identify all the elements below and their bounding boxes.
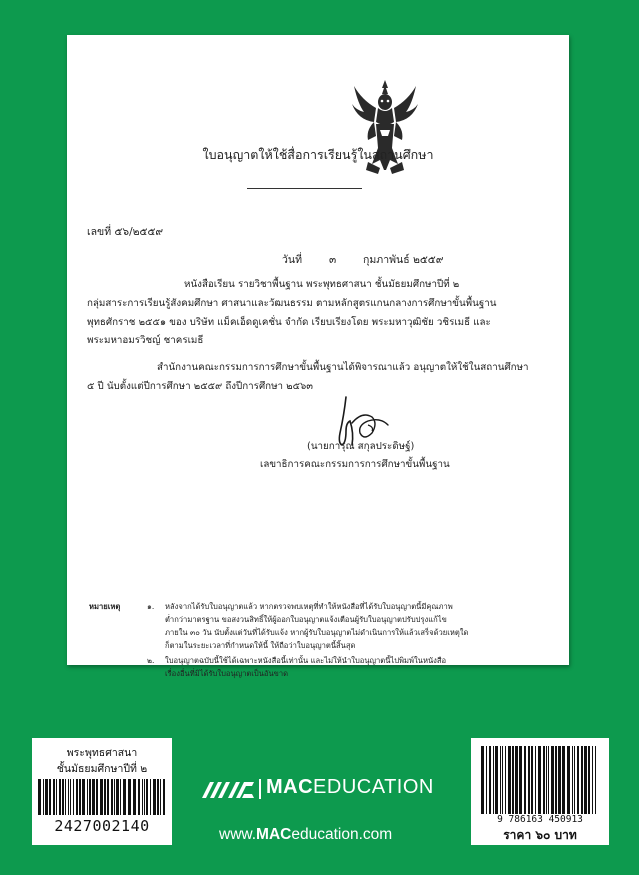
paragraph-2-line: ๕ ปี นับตั้งแต่ปีการศึกษา ๒๕๕๙ ถึงปีการศึกษา ๒๕๖๓ — [87, 381, 313, 392]
barcode-bar — [146, 779, 148, 815]
barcode-bar — [548, 746, 549, 814]
barcode-bar — [505, 746, 506, 814]
barcode-bar — [538, 746, 541, 814]
barcode-bar — [495, 746, 498, 814]
barcode-bar — [62, 779, 64, 815]
brand-name: MACEDUCATION — [266, 776, 434, 798]
barcode-bar — [551, 746, 554, 814]
paragraph-1-line: หนังสือเรียน รายวิชาพื้นฐาน พระพุทธศาสนา ชั้นมัธยมศึกษาปีที่ ๒ — [184, 279, 460, 290]
barcode-bar — [581, 746, 583, 814]
barcode-bar — [558, 746, 561, 814]
document-title: ใบอนุญาตให้ใช้สื่อการเรียนรู้ในสถานศึกษา — [202, 147, 434, 162]
barcode-bar — [157, 779, 159, 815]
barcode-bar — [114, 779, 115, 815]
barcode-bar — [493, 746, 494, 814]
date-label: วันที่ — [282, 254, 302, 266]
barcode-bar — [49, 779, 51, 815]
barcode-bar — [546, 746, 547, 814]
barcode-bar — [524, 746, 526, 814]
barcode-bar — [70, 779, 71, 815]
barcode-bar — [89, 779, 91, 815]
note-1-line: หลังจากได้รับใบอนุญาตแล้ว หากตรวจพบเหตุที่ทำให้หนังสือที่ได้รับใบอนุญาตนี้มีคุณภาพ — [165, 602, 453, 611]
barcode-bar — [79, 779, 81, 815]
barcode-bar — [38, 779, 41, 815]
barcode-bar — [73, 779, 74, 815]
barcode-bar — [543, 746, 545, 814]
barcode-bar — [500, 746, 501, 814]
mac-education-logo — [202, 776, 432, 802]
note-1-number: ๑. — [147, 602, 155, 611]
barcode-bar — [100, 779, 103, 815]
barcode-bar — [53, 779, 55, 815]
barcode-bar — [56, 779, 57, 815]
barcode-bar — [96, 779, 98, 815]
barcode-bar — [150, 779, 151, 815]
barcode-bar — [87, 779, 88, 815]
barcode-bar — [43, 779, 44, 815]
grade-level: ชั้นมัธยมศึกษาปีที่ ๒ — [56, 763, 148, 775]
barcode-bar — [508, 746, 511, 814]
barcode-bar — [82, 779, 85, 815]
reference-number: เลขที่ ๕๖/๒๕๕๙ — [87, 226, 164, 238]
subject-name: พระพุทธศาสนา — [66, 747, 138, 759]
barcode-bar — [535, 746, 536, 814]
permit-document — [67, 35, 569, 678]
note-2-line: ใบอนุญาตฉบับนี้ใช้ได้เฉพาะหนังสือนี้เท่านั้น และไม่ให้นำใบอนุญาตนี้ไปพิมพ์ในหนังสือ — [165, 656, 447, 665]
barcode-bar — [142, 779, 143, 815]
note-1-line: ก็ตามในระยะเวลาที่กำหนดให้นี้ ให้ถือว่าใบอนุญาตนี้สิ้นสุด — [165, 641, 356, 650]
barcode-bar — [138, 779, 140, 815]
note-2-number: ๒. — [147, 656, 155, 665]
barcode-bar — [65, 779, 66, 815]
signer-position: เลขาธิการคณะกรรมการการศึกษาขั้นพื้นฐาน — [260, 459, 450, 470]
barcode-bar — [160, 779, 161, 815]
isbn-barcode — [481, 746, 599, 814]
barcode-bar — [574, 746, 575, 814]
barcode-bar — [572, 746, 573, 814]
barcode-bar — [481, 746, 484, 814]
barcode-bar — [133, 779, 136, 815]
barcode-bar — [502, 746, 503, 814]
barcode-bar — [92, 779, 95, 815]
barcode-bar — [531, 746, 533, 814]
paragraph-1-line: พุทธศักราช ๒๕๕๑ ของ บริษัท แม็คเอ็ดดูเคชั่น จำกัด เรียบเรียงโดย พระมหาวุฒิชัย วชิรเมธี และ — [87, 317, 491, 328]
note-1-line: ภายใน ๓๐ วัน นับตั้งแต่วันที่ได้รับแจ้ง หากผู้รับใบอนุญาตไม่ดำเนินการให้แล้วเสร็จด้วยเหตุใด — [165, 628, 469, 637]
barcode-bar — [584, 746, 587, 814]
barcode-bar — [592, 746, 593, 814]
book-code-label — [32, 738, 172, 845]
mac-logo-icon — [202, 778, 254, 800]
barcode-bar — [515, 746, 518, 814]
barcode-bar — [577, 746, 579, 814]
note-1-line: ต่ำกว่ามาตรฐาน ขอสงวนสิทธิ์ให้ผู้ออกใบอนุญาตแจ้งเตือนผู้รับใบอนุญาตปรับปรุงแก้ไข — [165, 615, 447, 624]
barcode-bar — [128, 779, 131, 815]
barcode-bar — [555, 746, 557, 814]
signer-name: (นายการุณ สกุลประดิษฐ์) — [307, 441, 415, 452]
date-day: ๓ — [329, 254, 337, 266]
barcode-bar — [153, 779, 156, 815]
barcode-bar — [567, 746, 570, 814]
notes-label: หมายเหตุ — [89, 602, 121, 611]
barcode-bar — [68, 779, 69, 815]
barcode-bar — [595, 746, 596, 814]
paragraph-1-line: กลุ่มสาระการเรียนรู้สังคมศึกษา ศาสนาและวัฒนธรรม ตามหลักสูตรแกนกลางการศึกษาขั้นพื้นฐาน — [87, 298, 497, 309]
date-month-year: กุมภาพันธ์ ๒๕๕๙ — [363, 254, 444, 266]
barcode-bar — [528, 746, 530, 814]
barcode-bar — [116, 779, 119, 815]
barcode-bar — [76, 779, 78, 815]
barcode-bar — [562, 746, 565, 814]
paragraph-1-line: พระมหาอมรวิชญ์ ชาครเมธี — [87, 335, 204, 346]
book-code: 2427002140 — [54, 817, 150, 835]
isbn-number: 9 786163 450913 — [497, 814, 583, 825]
website-url[interactable]: www.MACeducation.com — [219, 826, 393, 843]
barcode-bar — [111, 779, 113, 815]
price: ราคา ๖๐ บาท — [503, 828, 577, 842]
barcode-bar — [45, 779, 48, 815]
barcode-bar — [144, 779, 145, 815]
barcode-bar — [59, 779, 61, 815]
barcode-bar — [107, 779, 109, 815]
barcode-bar — [123, 779, 126, 815]
note-2-line: เรื่องอื่นที่มิได้รับใบอนุญาตเป็นอันขาด — [165, 669, 289, 678]
barcode-left — [38, 779, 166, 815]
barcode-bar — [120, 779, 121, 815]
barcode-bar — [519, 746, 522, 814]
barcode-bar — [486, 746, 487, 814]
paragraph-2-line: สำนักงานคณะกรรมการการศึกษาขั้นพื้นฐานได้พิจารณาแล้ว อนุญาตให้ใช้ในสถานศึกษา — [157, 362, 529, 373]
barcode-bar — [163, 779, 165, 815]
isbn-barcode-label — [471, 738, 609, 845]
barcode-bar — [104, 779, 106, 815]
logo-separator — [259, 779, 261, 799]
barcode-bar — [489, 746, 491, 814]
title-underline — [247, 188, 362, 189]
barcode-bar — [512, 746, 514, 814]
barcode-bar — [588, 746, 590, 814]
